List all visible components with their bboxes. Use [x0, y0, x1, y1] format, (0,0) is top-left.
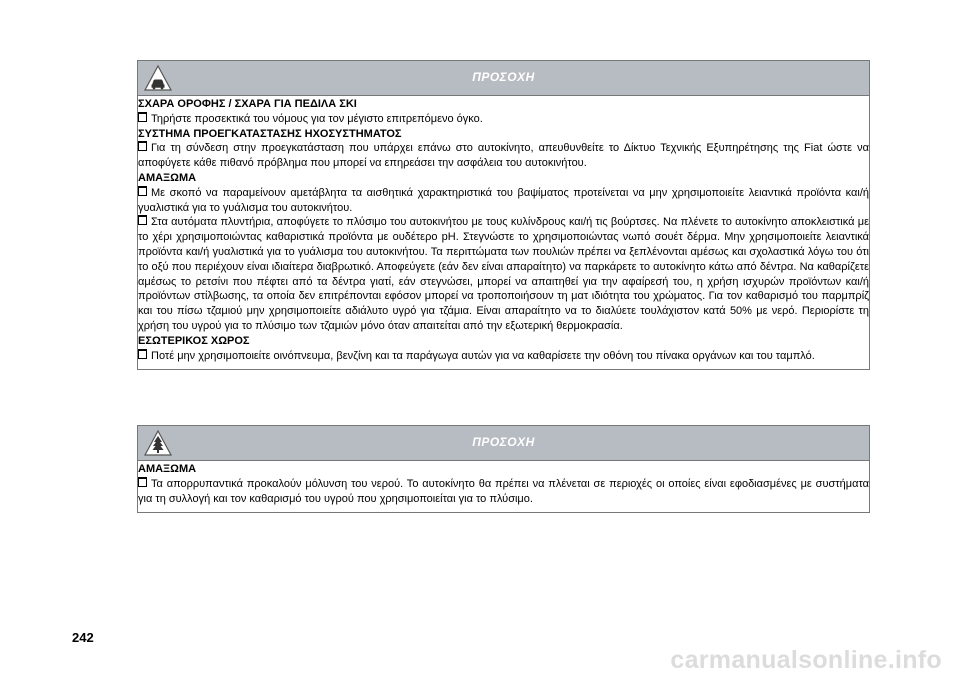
section-heading-bodywork: ΑΜΑΞΩΜΑ [138, 463, 197, 475]
bullet-marker [138, 349, 147, 359]
paragraph-interior [138, 349, 869, 364]
paragraph-bodywork-polish [138, 186, 869, 216]
warning-box-header [138, 61, 869, 96]
bullet-marker [138, 186, 147, 196]
warning-box-car-care [137, 60, 870, 370]
section-heading-roof-rack: ΣΧΑΡΑ ΟΡΟΦΗΣ / ΣΧΑΡΑ ΓΙΑ ΠΕΔΙΛΑ ΣΚΙ [138, 98, 357, 110]
section-heading-bodywork: ΑΜΑΞΩΜΑ [138, 171, 197, 184]
section-heading-interior: ΕΣΩΤΕΡΙΚΟΣ ΧΩΡΟΣ [138, 334, 250, 347]
paragraph-detergents [138, 477, 869, 507]
page-number: 242 [72, 630, 94, 645]
paragraph-text: Για τη σύνδεση στην προεγκατάσταση που υπάρχει επάνω στο αυτοκίνητο, απευθυνθείτε το Δίκτυο Τεχνικής Εξυπηρέτησης της Fiat ώστε να αποφύγετε κάθε πιθανό πρόβλημα που μπορεί να επηρεάσει την ασφάλεια του αυτοκινήτου. [138, 142, 869, 170]
section-heading-audio-system: ΣΥΣΤΗΜΑ ΠΡΟΕΓΚΑΤΑΣΤΑΣΗΣ ΗΧΟΣΥΣΤΗΜΑΤΟΣ [138, 127, 402, 140]
paragraph-audio-system [138, 141, 869, 171]
paragraph-text: Τηρήστε προσεκτικά του νόμους για τον μέγιστο επιτρεπόμενο όγκο. [151, 112, 483, 125]
warning-box-environment [137, 425, 870, 513]
watermark: carmanualsonline.info [670, 646, 942, 674]
paragraph-text: Με σκοπό να παραμείνουν αμετάβλητα τα αισθητικά χαρακτηριστικά του βαψίματος προτείνεται να μην χρησιμοποιείτε λειαντικά προϊόντα και/ή γυαλιστικά για το γυάλισμα του αυτοκινήτου. [138, 186, 869, 214]
warning-title: ΠΡΟΣΟΧΗ [472, 435, 535, 449]
paragraph-text: Στα αυτόματα πλυντήρια, αποφύγετε το πλύσιμο του αυτοκινήτου με τους κυλίνδρους και/ή τις βούρτσες. Να πλένετε το αυτοκίνητο αποκλειστικά με το χέρι χρησιμοποιώντας καθαριστικά προϊόντα με ουδέτερο pH. Στεγνώστε το χρησιμοποιώντας νωπό σουέτ δέρμα. Μην χρησιμοποιείτε λειαντικά προϊόντα και/ή γυαλιστικά για το γυάλισμα του αυτοκινήτου. Τα περιττώματα των πουλιών πρέπει να ξεπλένονται αμέσως και σχολαστικά λόγω του ότι το οξύ που περιέχουν είναι ιδιαίτερα διαβρωτικό. Αποφεύγετε (εάν δεν είναι απαραίτητο) να παρκάρετε το αυτοκίνητο κάτω από δέντρα. Να καθαρίζετε αμέσως το ρετσίνι που πέφτει από τα δέντρα γιατί, εάν στεγνώσει, μπορεί να απαιτηθεί για την αφαίρεσή του, η χρήση ισχυρών προϊόντων και/ή προϊόντων στίλβωσης, τα οποία δεν επιτρέπονται εφόσον μπορεί να τροποποιήσουν τη ματ ιδιότητα του χρώματος. Για τον καθαρισμό του παρμπρίζ και του πίσω τζαμιού μην χρησιμοποιείτε αδιάλυτο υγρό για τζάμια. Είναι απαραίτητο να το διαλύετε τουλάχιστον κατά 50% με νερό. Περιορίστε τη χρήση του υγρού για το πλύσιμο των τζαμιών μόνο όταν απαιτείται από την εξωτερική θερμοκρασία. [138, 216, 869, 332]
paragraph-text: Τα απορρυπαντικά προκαλούν μόλυνση του νερού. Το αυτοκίνητο θα πρέπει να πλένεται σε περιοχές οι οποίες είναι εφοδιασμένες με συστήματα για τη συλλογή και τον καθαρισμό του υγρού που χρησιμοποιείται για το πλύσιμο. [138, 477, 869, 505]
warning-box-body [138, 96, 869, 369]
paragraph-bodywork-washing [138, 215, 869, 333]
warning-box-header [138, 426, 869, 461]
warning-title: ΠΡΟΣΟΧΗ [472, 70, 535, 84]
bullet-marker [138, 477, 147, 487]
paragraph-text: Ποτέ μην χρησιμοποιείτε οινόπνευμα, βενζίνη και τα παράγωγα αυτών για να καθαρίσετε την οθόνη του πίνακα οργάνων και του ταμπλό. [151, 349, 815, 362]
warning-box-body [138, 461, 869, 512]
bullet-marker [138, 215, 147, 225]
paragraph-roof-rack [138, 112, 869, 127]
bullet-marker [138, 112, 147, 122]
bullet-marker [138, 141, 147, 151]
